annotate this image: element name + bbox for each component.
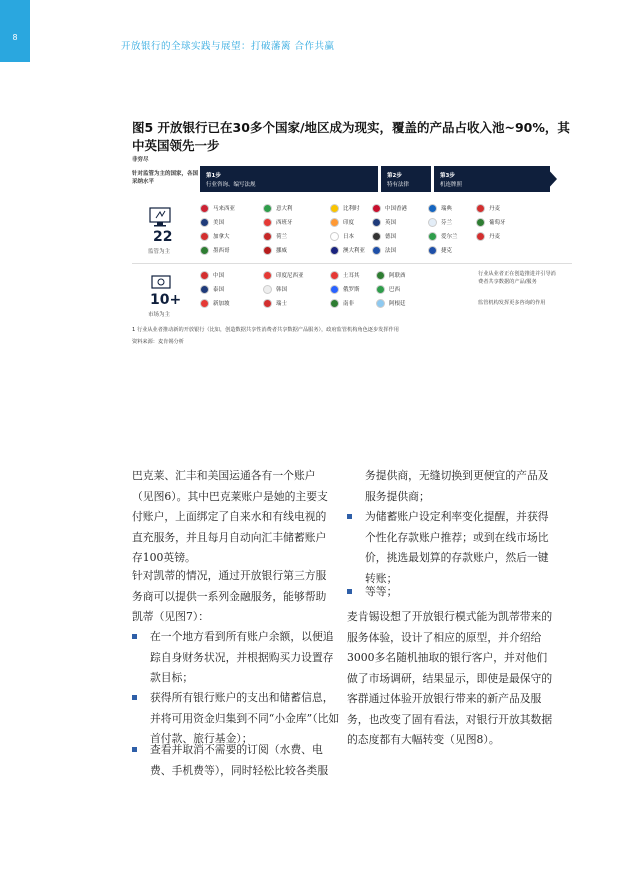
country-name: 俄罗斯 xyxy=(343,287,360,293)
flag-icon xyxy=(200,285,209,294)
country-item xyxy=(263,271,304,280)
bullet-text: 获得所有银行账户的支出和储蓄信息，并将可用资金归集到不同“小金库”（比如首付款、旅行基金）； xyxy=(150,691,340,745)
right-bullet-1 xyxy=(347,507,555,589)
country-name: 葡萄牙 xyxy=(489,220,506,226)
flag-icon xyxy=(200,218,209,227)
country-item xyxy=(428,218,452,227)
country-item xyxy=(330,299,354,308)
country-item xyxy=(263,218,293,227)
country-name: 中国 xyxy=(213,273,225,279)
country-name: 南非 xyxy=(343,301,355,307)
flag-icon xyxy=(372,218,381,227)
country-item xyxy=(263,204,293,213)
right-bullet-2 xyxy=(347,582,555,603)
stage-2-chevron xyxy=(381,166,431,192)
country-name: 巴西 xyxy=(389,287,401,293)
flag-icon xyxy=(372,204,381,213)
country-name: 荷兰 xyxy=(276,234,288,240)
country-item xyxy=(376,271,406,280)
flag-icon xyxy=(330,271,339,280)
flag-icon xyxy=(376,299,385,308)
flag-icon xyxy=(372,232,381,241)
country-item xyxy=(330,204,360,213)
country-name: 日本 xyxy=(343,234,355,240)
country-name: 爱尔兰 xyxy=(441,234,458,240)
flag-icon xyxy=(372,246,381,255)
country-item xyxy=(200,285,224,294)
country-name: 挪威 xyxy=(276,248,288,254)
country-item xyxy=(263,246,287,255)
flag-icon xyxy=(428,204,437,213)
country-item xyxy=(476,204,500,213)
country-name: 韩国 xyxy=(276,287,288,293)
flag-icon xyxy=(428,218,437,227)
flag-icon xyxy=(428,232,437,241)
country-name: 马来西亚 xyxy=(213,206,236,212)
bullet-marker xyxy=(132,695,137,700)
flag-icon xyxy=(200,299,209,308)
country-name: 澳大利亚 xyxy=(343,248,366,254)
flag-icon xyxy=(263,271,272,280)
country-item xyxy=(200,218,224,227)
stage-1-desc: 行业咨询、编写法规 xyxy=(206,182,256,188)
row-header: 针对监管为主的国家，各国采纳水平 xyxy=(132,171,199,185)
flag-icon xyxy=(330,299,339,308)
running-header: 开放银行的全球实践与展望：打破藩篱 合作共赢 xyxy=(121,41,335,52)
country-name: 德国 xyxy=(385,234,397,240)
market-label: 市场为主 xyxy=(148,312,171,318)
country-item xyxy=(330,246,365,255)
flag-icon xyxy=(330,204,339,213)
country-name: 瑞典 xyxy=(441,206,453,212)
figure-footnote: 1 行业从业者推动新的开放银行（比如，创造数据共享性消费者共享数据产品服务），政府监管机构角色逐步发挥作用 xyxy=(132,327,399,333)
country-name: 阿根廷 xyxy=(389,301,406,307)
country-name: 阿联酋 xyxy=(389,273,406,279)
country-item xyxy=(428,204,452,213)
market-icon xyxy=(150,272,172,292)
stage-2-title: 第2步 xyxy=(387,173,402,179)
side-note-1: 行业从业者正在创造推进并引导消费者共享数据的产品/服务 xyxy=(478,271,556,285)
section-divider xyxy=(132,263,572,264)
flag-icon xyxy=(263,204,272,213)
country-name: 新加坡 xyxy=(213,301,230,307)
bullet-marker xyxy=(347,589,352,594)
stage-1-title: 第1步 xyxy=(206,173,221,179)
country-name: 比利时 xyxy=(343,206,360,212)
flag-icon xyxy=(428,246,437,255)
bullet-text: 为储蓄账户设定利率变化提醒，并获得个性化存款账户推荐；或到在线市场比价，挑选最划算的存款账户，然后一键转账； xyxy=(365,510,549,585)
flag-icon xyxy=(376,285,385,294)
country-name: 英国 xyxy=(385,220,397,226)
country-name: 意大利 xyxy=(276,206,293,212)
country-item xyxy=(376,285,400,294)
flag-icon xyxy=(263,232,272,241)
flag-icon xyxy=(476,204,485,213)
country-name: 泰国 xyxy=(213,287,225,293)
flag-icon xyxy=(263,246,272,255)
flag-icon xyxy=(330,246,339,255)
flag-icon xyxy=(200,246,209,255)
country-item xyxy=(428,246,452,255)
stage-1-chevron xyxy=(200,166,378,192)
country-item xyxy=(200,299,230,308)
country-item xyxy=(376,299,406,308)
country-item xyxy=(372,232,396,241)
country-item xyxy=(476,232,500,241)
country-name: 土耳其 xyxy=(343,273,360,279)
country-name: 中国香港 xyxy=(385,206,408,212)
flag-icon xyxy=(476,232,485,241)
right-paragraph: 麦肯锡设想了开放银行模式能为凯蒂带来的服务体验，设计了相应的原型，并介绍给3000多名随机抽取的银行客户，并对他们做了市场调研，结果显示，即使是最保守的客群通过体验开放银行带来的新产品及服务，也改变了固有看法，对银行开放其数据的态度都有大幅转变（见图8）。 xyxy=(347,610,553,746)
stage-3-title: 第3步 xyxy=(440,173,455,179)
country-item xyxy=(330,285,360,294)
side-note-2: 监管机构发挥更多咨询的作用 xyxy=(478,300,546,306)
country-item xyxy=(263,232,287,241)
flag-icon xyxy=(330,285,339,294)
stage-3-desc: 机连牌照 xyxy=(440,182,463,188)
country-name: 捷克 xyxy=(441,248,453,254)
left-bullet-3 xyxy=(132,740,340,781)
flag-icon xyxy=(200,271,209,280)
country-name: 墨西哥 xyxy=(213,248,230,254)
bullet-text: 在一个地方看到所有账户余额，以便追踪自身财务状况，并根据购买力设置存款目标； xyxy=(150,630,334,684)
country-name: 瑞士 xyxy=(276,301,288,307)
page-number-tab xyxy=(0,0,30,62)
country-name: 法国 xyxy=(385,248,397,254)
country-item xyxy=(428,232,458,241)
stage-3-chevron xyxy=(434,166,550,192)
figure-unit-label: 非穷尽 xyxy=(132,157,149,163)
country-item xyxy=(263,285,287,294)
monitor-icon xyxy=(148,206,174,228)
country-name: 美国 xyxy=(213,220,225,226)
country-name: 丹麦 xyxy=(489,234,501,240)
figure-title: 图5 开放银行已在30多个国家/地区成为现实，覆盖的产品占收入池~90%，其中英国领先一步 xyxy=(132,120,570,153)
chevron-arrow-icon xyxy=(545,166,557,192)
country-item xyxy=(200,246,230,255)
bullet-marker xyxy=(132,634,137,639)
country-item xyxy=(330,271,360,280)
bullet-marker xyxy=(347,514,352,519)
country-name: 印度尼西亚 xyxy=(276,273,304,279)
bullet-text: 查看并取消不需要的订阅（水费、电费、手机费等），同时轻松比较各类服 xyxy=(150,743,329,777)
market-count: 10+ xyxy=(150,292,182,308)
flag-icon xyxy=(263,285,272,294)
country-item xyxy=(372,204,407,213)
bullet-marker xyxy=(132,747,137,752)
bullet-text: 等等； xyxy=(365,585,398,598)
country-name: 印度 xyxy=(343,220,355,226)
country-item xyxy=(476,218,506,227)
regulatory-label: 监管为主 xyxy=(148,249,171,255)
country-name: 丹麦 xyxy=(489,206,501,212)
country-name: 西班牙 xyxy=(276,220,293,226)
left-bullet-1 xyxy=(132,627,340,689)
country-item xyxy=(263,299,287,308)
flag-icon xyxy=(376,271,385,280)
right-continuation: 务提供商，无缝切换到更便宜的产品及服务提供商； xyxy=(365,469,549,503)
flag-icon xyxy=(263,218,272,227)
country-item xyxy=(372,218,396,227)
country-item xyxy=(200,271,224,280)
left-paragraph-1: 巴克莱、汇丰和美国运通各有一个账户（见图6）。其中巴克莱账户是她的主要支付账户，上面绑定了自来水和有线电视的直充服务，并且每月自动向汇丰储蓄账户存100英镑。 xyxy=(132,469,328,564)
flag-icon xyxy=(263,299,272,308)
country-item xyxy=(330,232,354,241)
country-item xyxy=(372,246,396,255)
flag-icon xyxy=(200,232,209,241)
flag-icon xyxy=(476,218,485,227)
flag-icon xyxy=(330,232,339,241)
country-name: 芬兰 xyxy=(441,220,453,226)
left-paragraph-2: 针对凯蒂的情况，通过开放银行第三方服务商可以提供一系列金融服务，能够帮助凯蒂（见图7）： xyxy=(132,569,327,623)
country-item xyxy=(330,218,354,227)
country-item xyxy=(200,232,230,241)
figure-source: 资料来源：麦肯锡分析 xyxy=(132,339,184,345)
flag-icon xyxy=(330,218,339,227)
regulatory-count: 22 xyxy=(153,229,173,245)
country-name: 加拿大 xyxy=(213,234,230,240)
stage-2-desc: 特有法律 xyxy=(387,182,410,188)
country-item xyxy=(200,204,235,213)
flag-icon xyxy=(200,204,209,213)
page-number: 8 xyxy=(12,33,18,42)
